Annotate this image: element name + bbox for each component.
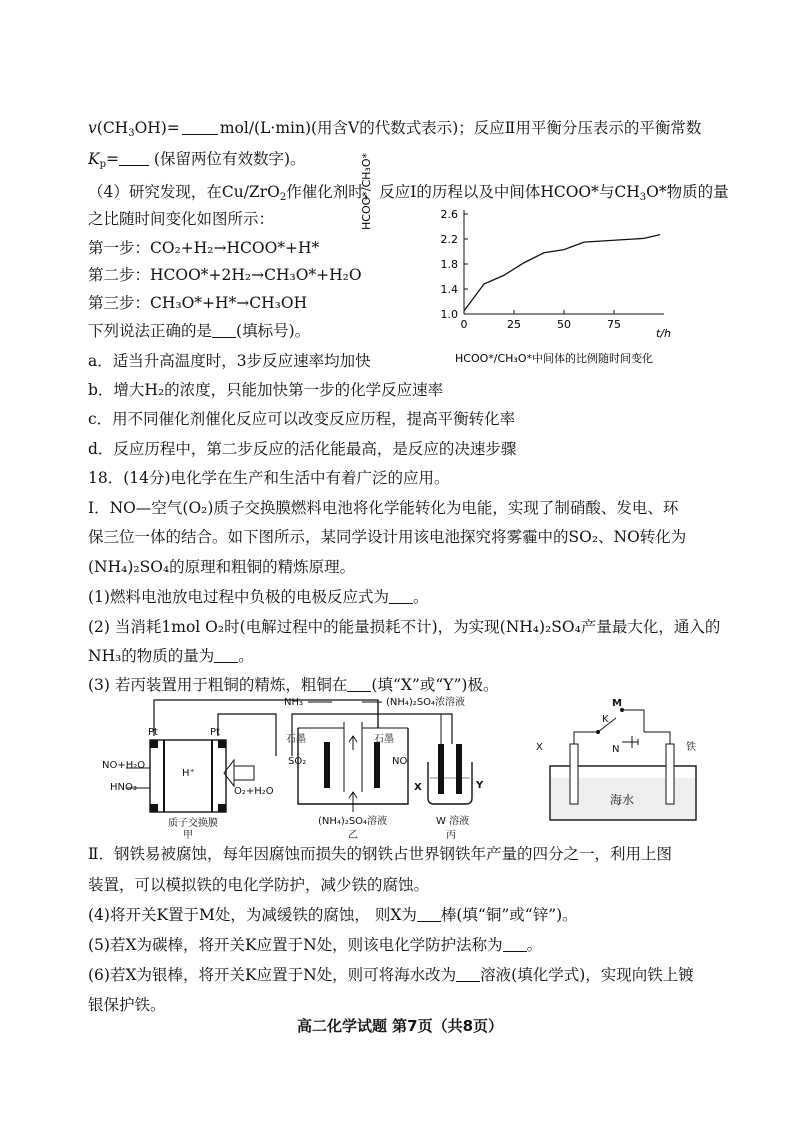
step-3: 第三步：CH₃O*+H*→CH₃OH <box>88 294 308 312</box>
q18-sub6-line1: (6)若X为银棒，将开关K应置于N处，则可将海水改为 溶液(填化学式)，实现向铁上镀 <box>88 966 694 984</box>
option-b: b．增大H₂的浓度，只能加快第一步的化学反应速率 <box>88 381 444 399</box>
kp-line: $K_p=$ (保留两位有效数字)。 <box>88 150 306 170</box>
q18-sub4: (4)将开关K置于M处，为减缓铁的腐蚀， 则X为 棒(填“铜”或“锌”)。 <box>88 906 578 924</box>
step-2: 第二步：HCOO*+2H₂→CH₃O*+H₂O <box>88 266 362 284</box>
yi-label: 乙 <box>348 830 358 841</box>
x-electrode-label: X <box>414 782 422 793</box>
option-d: d．反应历程中，第二步反应的活化能最高，是反应的决速步骤 <box>88 440 517 458</box>
q18-sub6-line2: 银保护铁。 <box>88 996 166 1014</box>
m-label: M <box>612 698 622 709</box>
q18-p2-line1: Ⅱ．钢铁易被腐蚀，每年因腐蚀而损失的钢铁占世界钢铁年产量的四分之一，利用上图 <box>88 845 673 863</box>
hno3-label: HNO₃ <box>110 782 137 793</box>
q18-p1-line1: Ⅰ．NO—空气(O₂)质子交换膜燃料电池将化学能转化为电能，实现了制硝酸、发电、环 <box>88 499 679 517</box>
jia-label: 甲 <box>183 830 193 841</box>
seawater-label: 海水 <box>610 793 635 807</box>
q18-sub5: (5)若X为碳棒，将开关K应置于N处，则该电化学防护法称为 。 <box>88 936 543 954</box>
chart-y-tick-label: 1.4 <box>440 283 458 296</box>
o2-input-label: O₂+H₂O <box>234 786 274 797</box>
part4-intro-2: 之比随时间变化如图所示： <box>88 210 275 228</box>
y-electrode-label: Y <box>476 780 484 791</box>
chart-y-tick-label: 1.8 <box>440 258 458 271</box>
chart-title: HCOO*/CH₃O*中间体的比例随时间变化 <box>455 352 653 365</box>
pt-left-label: Pt <box>148 727 158 738</box>
pt-right-label: Pt <box>210 727 220 738</box>
chart-xlabel: t/h <box>656 327 671 340</box>
membrane-label: 质子交换膜 <box>168 818 218 829</box>
chart-y-tick-label: 1.0 <box>440 308 458 321</box>
option-a: a．适当升高温度时，3步反应速率均加快 <box>88 352 371 370</box>
graphite-left-label: 石墨 <box>286 734 306 745</box>
q18-p2-line2: 装置，可以模拟铁的电化学防护，减少铁的腐蚀。 <box>88 876 430 894</box>
apparatus-figure <box>92 692 712 840</box>
no-input-label: NO+H₂O <box>102 760 146 771</box>
chart-axes <box>441 208 665 331</box>
option-c: c．用不同催化剂催化反应可以改变反应历程，提高平衡转化率 <box>88 410 516 428</box>
no-label: NO <box>392 756 408 767</box>
nh4so4-in-label: (NH₄)₂SO₄溶液 <box>318 816 388 827</box>
iron-label: 铁 <box>686 742 696 753</box>
x-rod-label: X <box>536 742 543 753</box>
q18-p1-line3: (NH₄)₂SO₄的原理和粗铜的精炼原理。 <box>88 558 356 576</box>
n-label: N <box>612 744 620 755</box>
rate-line: $v(CH_3OH)= mol/(L\cdot\min)$(用含V的代数式表示)；反应Ⅱ用平衡分压表示的平衡常数 <box>88 119 702 139</box>
h-plus-label: H⁺ <box>182 768 195 779</box>
nh4so4-out-label: (NH₄)₂SO₄浓溶液 <box>386 697 466 708</box>
q18-sub2-line2: NH₃的物质的量为 。 <box>88 647 254 665</box>
q18-title: 18．(14分)电化学在生产和生活中有着广泛的应用。 <box>88 469 450 487</box>
k-label: K <box>602 714 609 725</box>
q18-p1-line2: 保三位一体的结合。如下图所示，某同学设计用该电池探究将雾霾中的SO₂、NO转化为 <box>88 528 687 546</box>
chart-x-tick-label: 0 <box>460 318 468 331</box>
chart-ylabel: HCOO*/CH₃O* <box>360 153 373 230</box>
chart-marks <box>464 235 660 311</box>
chart-y-tick-label: 2.2 <box>440 233 458 246</box>
chart-x-tick-label: 75 <box>607 318 621 331</box>
question-prompt: 下列说法正确的是 (填标号)。 <box>88 322 311 340</box>
w-solution-label: W 溶液 <box>436 816 470 827</box>
chart-x-tick-label: 25 <box>507 318 521 331</box>
chart-x-tick-label: 50 <box>557 318 571 331</box>
step-1: 第一步：CO₂+H₂→HCOO*+H* <box>88 239 320 257</box>
q18-sub2-line1: (2) 当消耗1mol O₂时(电解过程中的能量损耗不计)，为实现(NH₄)₂SO₄产量最大化，通入的 <box>88 618 721 636</box>
q18-sub3: (3) 若丙装置用于粗铜的精炼，粗铜在 (填“X”或“Y”)极。 <box>88 676 499 694</box>
page-footer: 高二化学试题 第7页（共8页） <box>296 1017 504 1035</box>
q18-sub1: (1)燃料电池放电过程中负极的电极反应式为 。 <box>88 588 429 606</box>
chart-y-tick-label: 2.6 <box>440 208 458 221</box>
chart-series-line <box>464 235 660 311</box>
so2-label: SO₂ <box>288 756 307 767</box>
bing-label: 丙 <box>446 830 456 841</box>
graphite-right-label: 石墨 <box>374 734 394 745</box>
part4-intro: （4）研究发现，在Cu/ZrO$_2$作催化剂时，反应Ⅰ的历程以及中间体HCOO*与$CH_3O*$物质的量 <box>88 183 729 203</box>
nh3-label: NH₃ <box>284 697 304 708</box>
